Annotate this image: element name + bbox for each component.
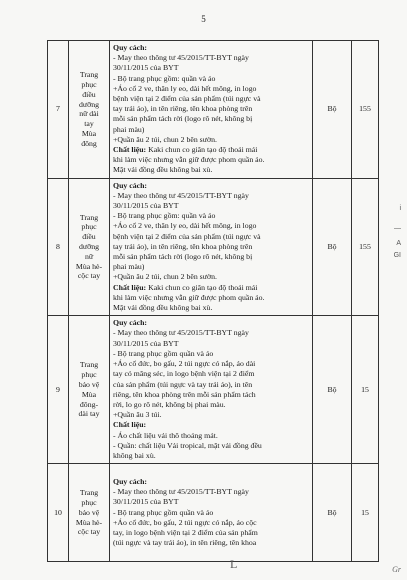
- table-row: [48, 464, 379, 562]
- spec-line: [113, 508, 309, 518]
- spec-line: [113, 318, 309, 328]
- spec-line: [113, 125, 309, 135]
- spec-text: (túi ngực và tay trái áo), in tên riêng, tên khoa: [113, 538, 257, 548]
- item-specification: [110, 178, 313, 316]
- spec-text: - Áo chất liệu vải thô thoáng mát.: [113, 430, 218, 440]
- spec-heading: Chất liệu:: [113, 145, 147, 155]
- spec-line: [113, 400, 309, 410]
- spec-line: [113, 328, 309, 338]
- item-name: [69, 464, 110, 562]
- item-name-line: điều: [82, 89, 96, 99]
- spec-line: [113, 252, 309, 262]
- spec-line: [113, 303, 309, 313]
- row-number: 9: [48, 316, 69, 464]
- item-name-line: tay: [84, 119, 94, 129]
- spec-text: bệnh viện tại 2 điểm của sản phẩm (túi ngực và: [113, 94, 261, 104]
- unit: Bộ: [313, 464, 352, 562]
- item-name-line: Mùa: [81, 128, 97, 138]
- spec-text: - May theo thông tư 45/2015/TT-BYT ngày: [113, 190, 249, 200]
- spec-heading: Chất liệu:: [113, 282, 147, 292]
- spec-text: +Áo cổ 2 ve, thân ly eo, dài hết mông, in logo: [113, 83, 257, 93]
- spec-text: tay, in logo bệnh viện tại 2 điểm của sản phẩm: [113, 527, 258, 537]
- spec-text: Mặt vải đồng đều không bai xù.: [113, 303, 213, 313]
- spec-line: [113, 497, 309, 507]
- spec-heading: Quy cách:: [113, 318, 148, 328]
- spec-text: 30/11/2015 của BYT: [113, 338, 179, 348]
- item-name-line: điều: [82, 232, 96, 242]
- item-name-line: phục: [81, 497, 97, 507]
- spec-text: tay trái áo), in tên riêng, tên khoa phòng trên: [113, 241, 253, 251]
- item-specification: [110, 316, 313, 464]
- item-name: [69, 41, 110, 179]
- spec-line: [113, 349, 309, 359]
- spec-line: [113, 272, 309, 282]
- page-number: 5: [201, 14, 206, 24]
- spec-text: +Quần âu 2 túi, chun 2 bên sườn.: [113, 272, 217, 282]
- spec-text: khi làm việc nhưng vẫn giữ được phom quần áo.: [113, 155, 265, 165]
- spec-line: [113, 53, 309, 63]
- corner-mark: Gr: [392, 565, 401, 574]
- spec-line: [113, 390, 309, 400]
- spec-line: [113, 84, 309, 94]
- item-name-line: Trang: [79, 488, 99, 498]
- spec-text: +Áo cổ đức, bo gấu, 2 túi ngực có nắp, áo dài: [113, 359, 256, 369]
- item-name-line: đông: [81, 138, 97, 148]
- spec-text: phai màu): [113, 262, 145, 272]
- spec-line: [113, 114, 309, 124]
- spec-text: Mặt vải đồng đều không bai xù.: [113, 165, 213, 175]
- spec-line: [113, 283, 309, 293]
- side-mark-4: GI: [393, 252, 401, 259]
- item-name-line: nữ dài: [79, 109, 99, 119]
- spec-text: rời, lo go rõ nét, không bị phai màu.: [113, 399, 226, 409]
- item-name-line: Trang: [79, 70, 99, 80]
- spec-line: [113, 431, 309, 441]
- spec-text: không bai xù.: [113, 450, 156, 460]
- item-name-line: dưỡng: [78, 242, 100, 252]
- spec-heading: Quy cách:: [113, 476, 148, 486]
- spec-line: [113, 380, 309, 390]
- item-name-line: phục: [81, 222, 97, 232]
- spec-line: [113, 477, 309, 487]
- item-name-line: Mùa: [81, 389, 97, 399]
- spec-heading: Quy cách:: [113, 43, 148, 52]
- item-name-line: đông-: [79, 399, 99, 409]
- item-name-line: phục: [81, 370, 97, 380]
- item-name: [69, 316, 110, 464]
- unit: Bộ: [313, 316, 352, 464]
- spec-text: - May theo thông tư 45/2015/TT-BYT ngày: [113, 53, 249, 63]
- spec-line: [113, 145, 309, 155]
- spec-line: [113, 293, 309, 303]
- side-mark-3: A: [396, 240, 401, 247]
- item-name-line: bảo vệ: [78, 379, 100, 389]
- spec-text: tay có măng séc, in logo bệnh viện tại 2 điểm: [113, 369, 255, 379]
- spec-text: +Quần âu 2 túi, chun 2 bên sườn.: [113, 134, 217, 144]
- spec-text: tay trái áo), in tên riêng, tên khoa phòng trên: [113, 104, 253, 114]
- spec-text: mỗi sản phẩm tách rời (logo rõ nét, không bị: [113, 252, 253, 262]
- spec-line: [113, 181, 309, 191]
- row-number: 10: [48, 464, 69, 562]
- table-row: [48, 178, 379, 316]
- handwritten-mark: L: [230, 557, 238, 571]
- spec-line: [113, 359, 309, 369]
- item-name-line: cộc tay: [77, 527, 101, 537]
- spec-text: khi làm việc nhưng vẫn giữ được phom quần áo.: [113, 292, 265, 302]
- item-specification: [110, 41, 313, 179]
- spec-text: - Bộ trang phục gồm: quần và áo: [113, 73, 216, 83]
- spec-line: [113, 538, 309, 548]
- unit: Bộ: [313, 178, 352, 316]
- spec-line: [113, 441, 309, 451]
- item-name-line: bảo vệ: [78, 507, 100, 517]
- spec-text: mỗi sản phẩm tách rời (logo rõ nét, không bị: [113, 114, 253, 124]
- row-number: 8: [48, 178, 69, 316]
- item-name-line: Mùa hè-: [75, 261, 103, 271]
- spec-text: - Bộ trang phục gồm: quần và áo: [113, 211, 216, 221]
- spec-text: +Quần âu 3 túi.: [113, 410, 162, 420]
- spec-line: [113, 191, 309, 201]
- spec-line: [113, 242, 309, 252]
- spec-text: bệnh viện tại 2 điểm của sản phẩm (túi ngực và: [113, 231, 261, 241]
- spec-line: [113, 369, 309, 379]
- spec-line: [113, 211, 309, 221]
- spec-text: Kaki chun co giãn tạo độ thoải mái: [146, 282, 258, 292]
- spec-text: - Bộ trang phục gồm quần và áo: [113, 348, 214, 358]
- spec-heading: Quy cách:: [113, 180, 148, 190]
- item-name: [69, 178, 110, 316]
- spec-text: - May theo thông tư 45/2015/TT-BYT ngày: [113, 328, 249, 338]
- spec-line: [113, 63, 309, 73]
- spec-text: 30/11/2015 của BYT: [113, 201, 179, 211]
- spec-line: [113, 487, 309, 497]
- spec-line: [113, 74, 309, 84]
- spec-text: +Áo cổ 2 ve, thân ly eo, dài hết mông, in logo: [113, 221, 257, 231]
- spec-text: - Quần: chất liệu Vải tropical, mặt vải đồng đều: [113, 440, 262, 450]
- table-row: [48, 316, 379, 464]
- row-number: 7: [48, 41, 69, 179]
- spec-text: của sản phẩm (túi ngực và tay trái áo), in tên: [113, 379, 253, 389]
- spec-line: [113, 94, 309, 104]
- specification-table: [47, 40, 379, 562]
- item-name-line: cộc tay: [77, 271, 101, 281]
- spec-line: [113, 165, 309, 175]
- quantity: 155: [352, 178, 379, 316]
- spec-text: +Áo cổ đức, bo gấu, 2 túi ngực có nắp, áo cộc: [113, 517, 257, 527]
- spec-line: [113, 104, 309, 114]
- spec-line: [113, 451, 309, 461]
- spec-line: [113, 339, 309, 349]
- item-name-line: Trang: [79, 212, 99, 222]
- quantity: 155: [352, 41, 379, 179]
- table-row: [48, 41, 379, 179]
- side-mark-1: i: [399, 205, 401, 212]
- spec-text: riêng, tên khoa phòng trên mỗi sản phẩm tách: [113, 389, 256, 399]
- spec-line: [113, 232, 309, 242]
- spec-line: [113, 43, 309, 53]
- spec-line: [113, 201, 309, 211]
- spec-line: [113, 155, 309, 165]
- spec-line: [113, 518, 309, 528]
- spec-line: [113, 135, 309, 145]
- spec-text: - Bộ trang phục gồm quần và áo: [113, 507, 214, 517]
- spec-line: [113, 420, 309, 430]
- item-name-line: phục: [81, 79, 97, 89]
- item-name-line: Trang: [79, 360, 99, 370]
- spec-line: [113, 528, 309, 538]
- item-specification: [110, 464, 313, 562]
- unit: Bộ: [313, 41, 352, 179]
- spec-text: Kaki chun co giãn tạo độ thoải mái: [146, 145, 258, 155]
- spec-heading: Chất liệu:: [113, 420, 147, 430]
- spec-line: [113, 262, 309, 272]
- spec-text: 30/11/2015 của BYT: [113, 63, 179, 73]
- spec-text: phai màu): [113, 124, 145, 134]
- spec-line: [113, 410, 309, 420]
- item-name-line: dưỡng: [78, 99, 100, 109]
- item-name-line: nữ: [84, 251, 94, 261]
- side-mark-2: —: [394, 225, 401, 232]
- spec-line: [113, 221, 309, 231]
- item-name-line: dài tay: [78, 409, 100, 419]
- spec-text: - May theo thông tư 45/2015/TT-BYT ngày: [113, 487, 249, 497]
- item-name-line: Mùa hè-: [75, 517, 103, 527]
- spec-text: 30/11/2015 của BYT: [113, 497, 179, 507]
- quantity: 15: [352, 316, 379, 464]
- quantity: 15: [352, 464, 379, 562]
